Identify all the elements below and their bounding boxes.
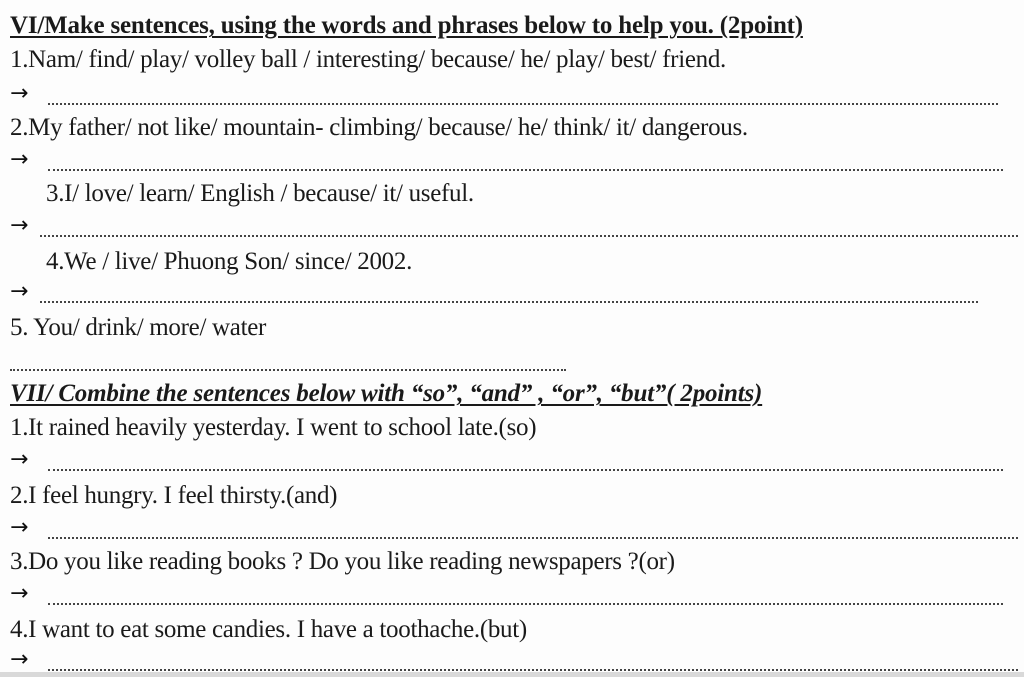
dotted-answer-line — [48, 103, 998, 105]
section-6-title: VI/Make sentences, using the words and phrases below to help you. (2point) — [10, 12, 803, 39]
dotted-answer-line — [10, 369, 566, 371]
section-6-item-3: 3.I/ love/ learn/ English / because/ it/ useful. — [46, 180, 474, 207]
answer-line-7-4[interactable] — [10, 647, 1020, 672]
arrow-icon: → — [10, 147, 29, 172]
answer-line-6-2[interactable] — [10, 147, 1005, 172]
section-6-item-4: 4.We / live/ Phuong Son/ since/ 2002. — [46, 248, 413, 275]
dotted-answer-line — [48, 603, 1003, 605]
section-7-title: VII/ Combine the sentences below with “so”, “and” , “or”, “but”( 2points) — [10, 380, 763, 407]
section-6-item-5: 5. You/ drink/ more/ water — [10, 314, 267, 341]
answer-line-6-1[interactable] — [10, 81, 1000, 106]
arrow-icon: → — [10, 213, 29, 238]
answer-line-6-4[interactable] — [10, 279, 980, 304]
section-7-item-1: 1.It rained heavily yesterday. I went to school late.(so) — [10, 414, 537, 441]
bottom-edge — [0, 672, 1024, 677]
answer-line-7-1[interactable] — [10, 447, 1005, 472]
section-6-item-1: 1.Nam/ find/ play/ volley ball / interesting/ because/ he/ play/ best/ friend. — [10, 46, 726, 73]
section-6-item-2: 2.My father/ not like/ mountain- climbing/ because/ he/ think/ it/ dangerous. — [10, 114, 748, 141]
answer-line-6-3[interactable] — [10, 213, 1020, 238]
arrow-icon: → — [10, 515, 29, 540]
section-7-item-2: 2.I feel hungry. I feel thirsty.(and) — [10, 482, 338, 509]
dotted-answer-line — [48, 669, 1018, 671]
dotted-answer-line — [48, 537, 1018, 539]
answer-line-7-3[interactable] — [10, 581, 1005, 606]
dotted-answer-line — [40, 301, 978, 303]
answer-line-7-2[interactable] — [10, 515, 1020, 540]
arrow-icon: → — [10, 279, 29, 304]
section-7-item-3: 3.Do you like reading books ? Do you like reading newspapers ?(or) — [10, 548, 675, 575]
dotted-answer-line — [48, 169, 1003, 171]
dotted-answer-line — [48, 469, 1003, 471]
dotted-answer-line — [40, 235, 1018, 237]
arrow-icon: → — [10, 81, 29, 106]
section-7-item-4: 4.I want to eat some candies. I have a toothache.(but) — [10, 616, 527, 643]
arrow-icon: → — [10, 581, 29, 606]
answer-line-6-5[interactable] — [10, 352, 570, 372]
arrow-icon: → — [10, 447, 29, 472]
arrow-icon: → — [10, 647, 29, 672]
